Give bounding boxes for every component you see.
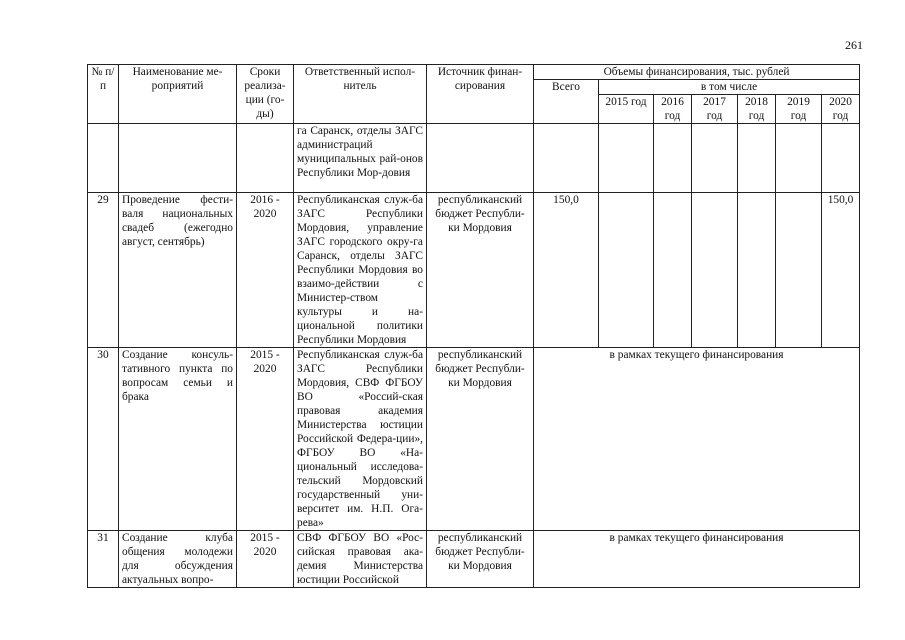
header-year: 2015 год xyxy=(599,95,654,124)
row-executor: га Саранск, отделы ЗАГС администраций муниципальных рай-онов Республики Мор-довия xyxy=(294,124,427,193)
header-total: Всего xyxy=(534,80,599,124)
row-total: 150,0 xyxy=(534,193,599,348)
row-source: республиканский бюджет Республи-ки Мордовия xyxy=(427,531,534,588)
row-executor: Республиканская служ-ба ЗАГС Республики Мордовия, управление ЗАГС городского окру-га Саранск, отделы ЗАГС Республики Мордовия во взаимо-действии с Министер-ством культуры и на-циональной политики Республики Мордовия xyxy=(294,193,427,348)
row-name xyxy=(119,124,237,193)
row-total xyxy=(534,124,599,193)
row-year-value xyxy=(654,193,692,348)
row-name: Создание клуба общения молодежи для обсуждения актуальных вопро- xyxy=(119,531,237,588)
header-year: 2017 год xyxy=(692,95,738,124)
row-financing-note: в рамках текущего финансирования xyxy=(534,531,860,588)
table-row xyxy=(88,531,860,588)
financing-table xyxy=(87,64,860,588)
row-source xyxy=(427,124,534,193)
header-year: 2018 год xyxy=(738,95,776,124)
row-num: 29 xyxy=(88,193,119,348)
row-year-value xyxy=(692,193,738,348)
header-terms: Сроки реализа-ции (го-ды) xyxy=(237,65,294,124)
header-year: 2016 год xyxy=(654,95,692,124)
row-year-value xyxy=(599,193,654,348)
row-terms: 2015 - 2020 xyxy=(237,348,294,531)
row-year-value xyxy=(738,124,776,193)
row-terms xyxy=(237,124,294,193)
page-number: 261 xyxy=(845,38,863,52)
header-executor: Ответственный испол-нитель xyxy=(294,65,427,124)
row-year-value xyxy=(738,193,776,348)
header-source: Источник финан-сирования xyxy=(427,65,534,124)
row-executor: СВФ ФГБОУ ВО «Рос-сийская правовая ака-демия Министерства юстиции Российской xyxy=(294,531,427,588)
row-year-value xyxy=(654,124,692,193)
row-num xyxy=(88,124,119,193)
row-terms: 2015 - 2020 xyxy=(237,531,294,588)
row-year-value xyxy=(776,193,822,348)
row-num: 30 xyxy=(88,348,119,531)
row-year-value xyxy=(692,124,738,193)
row-source: республиканский бюджет Республи-ки Мордовия xyxy=(427,348,534,531)
header-num: № п/п xyxy=(88,65,119,124)
row-year-value: 150,0 xyxy=(822,193,860,348)
row-name: Проведение фести-валя национальных свадеб (ежегодно август, сентябрь) xyxy=(119,193,237,348)
header-including: в том числе xyxy=(599,80,860,95)
row-year-value xyxy=(776,124,822,193)
table-row xyxy=(88,348,860,531)
row-terms: 2016 - 2020 xyxy=(237,193,294,348)
header-volumes: Объемы финансирования, тыс. рублей xyxy=(534,65,860,80)
row-year-value xyxy=(599,124,654,193)
header-year: 2019 год xyxy=(776,95,822,124)
header-name: Наименование ме-роприятий xyxy=(119,65,237,124)
row-financing-note: в рамках текущего финансирования xyxy=(534,348,860,531)
row-year-value xyxy=(822,124,860,193)
row-num: 31 xyxy=(88,531,119,588)
row-source: республиканский бюджет Республи-ки Мордовия xyxy=(427,193,534,348)
table-row xyxy=(88,124,860,193)
table-row xyxy=(88,193,860,348)
header-year: 2020 год xyxy=(822,95,860,124)
row-name: Создание консуль-тативного пункта по вопросам семьи и брака xyxy=(119,348,237,531)
row-executor: Республиканская служ-ба ЗАГС Республики Мордовия, СВФ ФГБОУ ВО «Россий-ская правовая академия Министерства юстиции Российской Федера-ции», ФГБОУ ВО «На-циональный исследова-тельский Мордовский государственный уни-верситет им. Н.П. Ога-рева» xyxy=(294,348,427,531)
